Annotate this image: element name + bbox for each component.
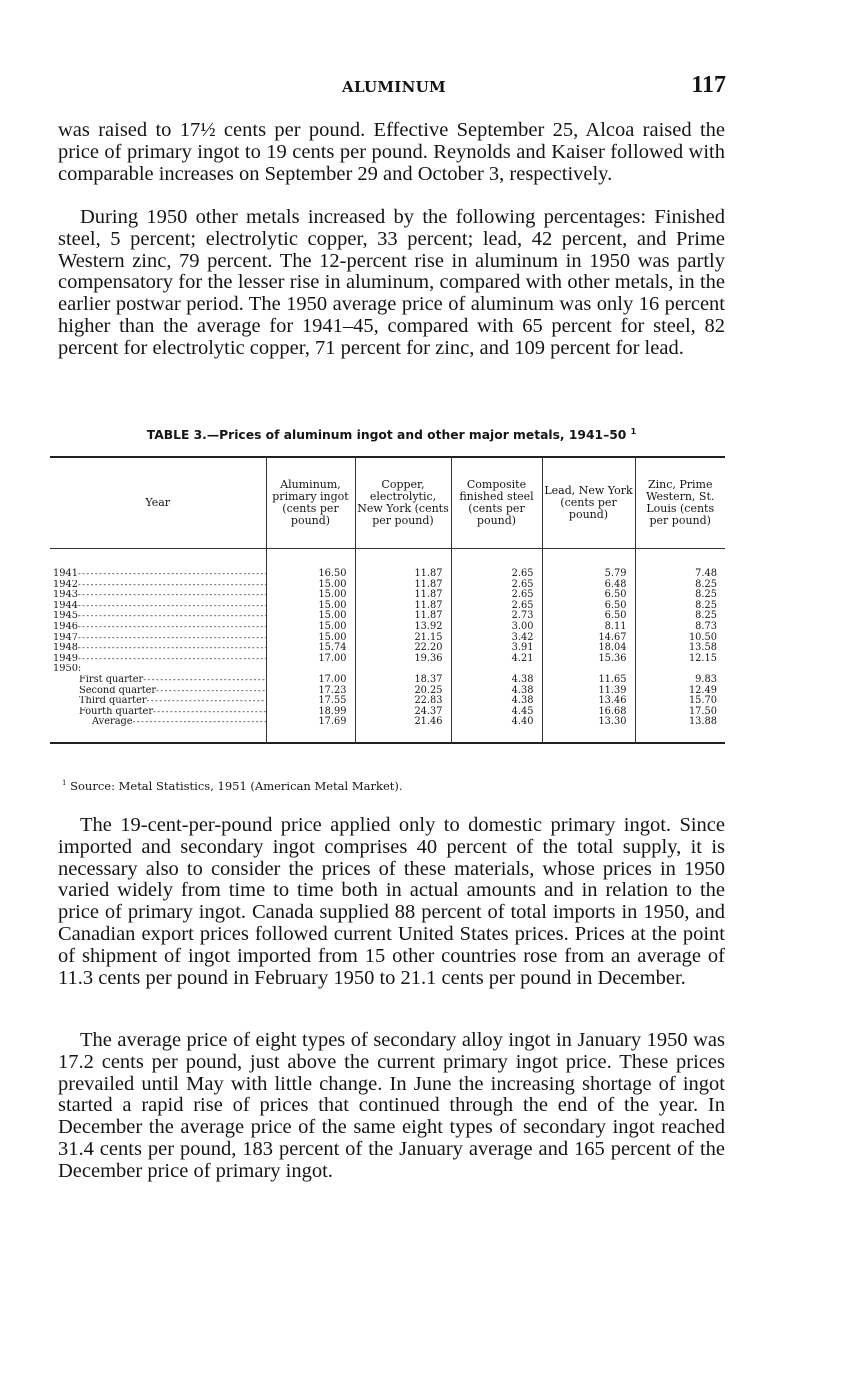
footnote-marker: 1 [630,427,637,436]
table-caption-text: TABLE 3.—Prices of aluminum ingot and other major metals, 1941–50 [146,428,627,443]
table-header-row [50,457,725,549]
lead-cell: 14.67 [542,633,635,644]
lead-cell: 15.36 [542,654,635,665]
paragraph-4: The average price of eight types of secondary alloy ingot in January 1950 was 17.2 cents per pound, just above the current primary ingot price. These prices prevailed until May with little change. In June the increasing shortage of ingot started a rapid rise of prices that continued through the end of the year. In December the average price of the same eight types of secondary ingot reached 31.4 cents per pound, 183 percent of the January average and 165 percent of the December price of primary ingot. [58,1029,725,1182]
aluminum-cell: 18.99 [266,707,355,718]
table-row [50,622,725,633]
aluminum-cell: 17.23 [266,686,355,697]
copper-cell: 22.20 [355,643,451,654]
aluminum-cell: 17.00 [266,675,355,686]
steel-cell: 4.38 [451,686,542,697]
steel-cell: 3.00 [451,622,542,633]
zinc-cell: 8.25 [635,590,725,601]
year-cell: 1943 - - - [50,590,266,601]
table-row [50,675,725,686]
lead-cell: 18.04 [542,643,635,654]
page-number: 117 [691,72,726,98]
zinc-cell: 8.25 [635,611,725,622]
lead-cell: 6.48 [542,580,635,591]
steel-cell: 4.38 [451,675,542,686]
copper-cell: 22.83 [355,696,451,707]
year-cell: 1946 - - - [50,622,266,633]
zinc-cell: 12.49 [635,686,725,697]
steel-cell: 2.65 [451,601,542,612]
aluminum-cell: 17.55 [266,696,355,707]
table-row [50,549,725,580]
header-zinc: Zinc, Prime Western, St. Louis (cents per pound) [635,457,725,549]
year-group-label: 1950: [53,664,82,675]
header-aluminum: Aluminum, primary ingot (cents per pound) [266,457,355,549]
year-cell: Second quarter - - - [50,686,266,697]
copper-cell: 11.87 [355,611,451,622]
year-cell: 1948 - - - [50,643,266,654]
lead-cell: 11.65 [542,675,635,686]
year-cell: 1949 - - - [50,654,266,665]
zinc-cell: 15.70 [635,696,725,707]
table-caption [58,427,725,442]
aluminum-cell: 15.00 [266,611,355,622]
copper-cell: 19.36 [355,654,451,665]
lead-cell: 6.50 [542,601,635,612]
steel-cell: 3.91 [451,643,542,654]
header-lead: Lead, New York (cents per pound) [542,457,635,549]
year-cell: 1944 - - - [50,601,266,612]
page-header [0,72,849,102]
copper-cell: 20.25 [355,686,451,697]
year-cell: First quarter - - - [50,675,266,686]
copper-cell: 21.46 [355,717,451,743]
aluminum-cell: 17.69 [266,717,355,743]
steel-cell: 4.45 [451,707,542,718]
copper-cell: 13.92 [355,622,451,633]
paragraph-2: During 1950 other metals increased by the following percentages: Finished steel, 5 percent; electrolytic copper, 33 percent; lead, 42 percent, and Prime Western zinc, 79 percent. The 12-percent rise in aluminum in 1950 was partly compensatory for the lesser rise in aluminum, compared with other metals, in the earlier postwar period. The 1950 average price of aluminum was only 16 percent higher than the average for 1941–45, compared with 65 percent for steel, 82 percent for electrolytic copper, 71 percent for zinc, and 109 percent for lead. [58,206,725,359]
lead-cell: 6.50 [542,590,635,601]
copper-cell: 21.15 [355,633,451,644]
header-steel: Composite finished steel (cents per pound) [451,457,542,549]
aluminum-cell: 15.00 [266,590,355,601]
steel-cell: 2.65 [451,580,542,591]
copper-cell: 11.87 [355,549,451,580]
lead-cell: 13.30 [542,717,635,743]
aluminum-cell: 15.00 [266,622,355,633]
lead-cell: 11.39 [542,686,635,697]
aluminum-cell: 15.00 [266,633,355,644]
table-row [50,654,725,665]
lead-cell: 5.79 [542,549,635,580]
footnote-marker: 1 [62,779,67,788]
aluminum-cell: 15.00 [266,601,355,612]
steel-cell: 2.65 [451,590,542,601]
aluminum-cell: 15.74 [266,643,355,654]
zinc-cell: 12.15 [635,654,725,665]
prices-table [50,456,725,744]
header-copper: Copper, electrolytic, New York (cents per pound) [355,457,451,549]
year-cell: Third quarter - - - [50,696,266,707]
lead-cell: 16.68 [542,707,635,718]
footnote-text: Source: Metal Statistics, 1951 (American Metal Market). [70,779,403,793]
lead-cell: 13.46 [542,696,635,707]
zinc-cell: 8.25 [635,601,725,612]
paragraph-1: was raised to 17½ cents per pound. Effective September 25, Alcoa raised the price of primary ingot to 19 cents per pound. Reynolds and Kaiser followed with comparable increases on September 29 and October 3, respectively. [58,119,725,185]
zinc-cell: 7.48 [635,549,725,580]
steel-cell: 4.40 [451,717,542,743]
steel-cell: 2.73 [451,611,542,622]
copper-cell: 24.37 [355,707,451,718]
copper-cell: 18.37 [355,675,451,686]
year-cell: 1941 - - - [50,549,266,580]
aluminum-cell: 16.50 [266,549,355,580]
table-row [50,717,725,743]
aluminum-cell: 17.00 [266,654,355,665]
copper-cell: 11.87 [355,590,451,601]
aluminum-cell: 15.00 [266,580,355,591]
footnote [62,779,403,793]
zinc-cell: 9.83 [635,675,725,686]
zinc-cell: 13.88 [635,717,725,743]
year-cell: 1942 - - - [50,580,266,591]
steel-cell: 4.38 [451,696,542,707]
steel-cell: 4.21 [451,654,542,665]
steel-cell: 2.65 [451,549,542,580]
lead-cell: 6.50 [542,611,635,622]
zinc-cell: 13.58 [635,643,725,654]
zinc-cell: 17.50 [635,707,725,718]
year-cell: Average - - - [50,717,266,743]
zinc-cell: 10.50 [635,633,725,644]
zinc-cell: 8.73 [635,622,725,633]
running-title: ALUMINUM [342,78,446,96]
year-cell: 1945 - - - [50,611,266,622]
year-cell: 1947 - - - [50,633,266,644]
copper-cell: 11.87 [355,580,451,591]
copper-cell: 11.87 [355,601,451,612]
paragraph-3: The 19-cent-per-pound price applied only to domestic primary ingot. Since imported and secondary ingot comprises 40 percent of the total supply, it is necessary also to consider the prices of these materials, whose prices in 1950 varied widely from time to time both in actual amounts and in relation to the price of primary ingot. Canada supplied 88 percent of total imports in 1950, and Canadian export prices followed current United States prices. Prices at the point of shipment of ingot imported from 15 other countries rose from an average of 11.3 cents per pound in February 1950 to 21.1 cents per pound in December. [58,814,725,989]
steel-cell: 3.42 [451,633,542,644]
header-year: Year [50,457,266,549]
year-cell: Fourth quarter - - - [50,707,266,718]
zinc-cell: 8.25 [635,580,725,591]
lead-cell: 8.11 [542,622,635,633]
